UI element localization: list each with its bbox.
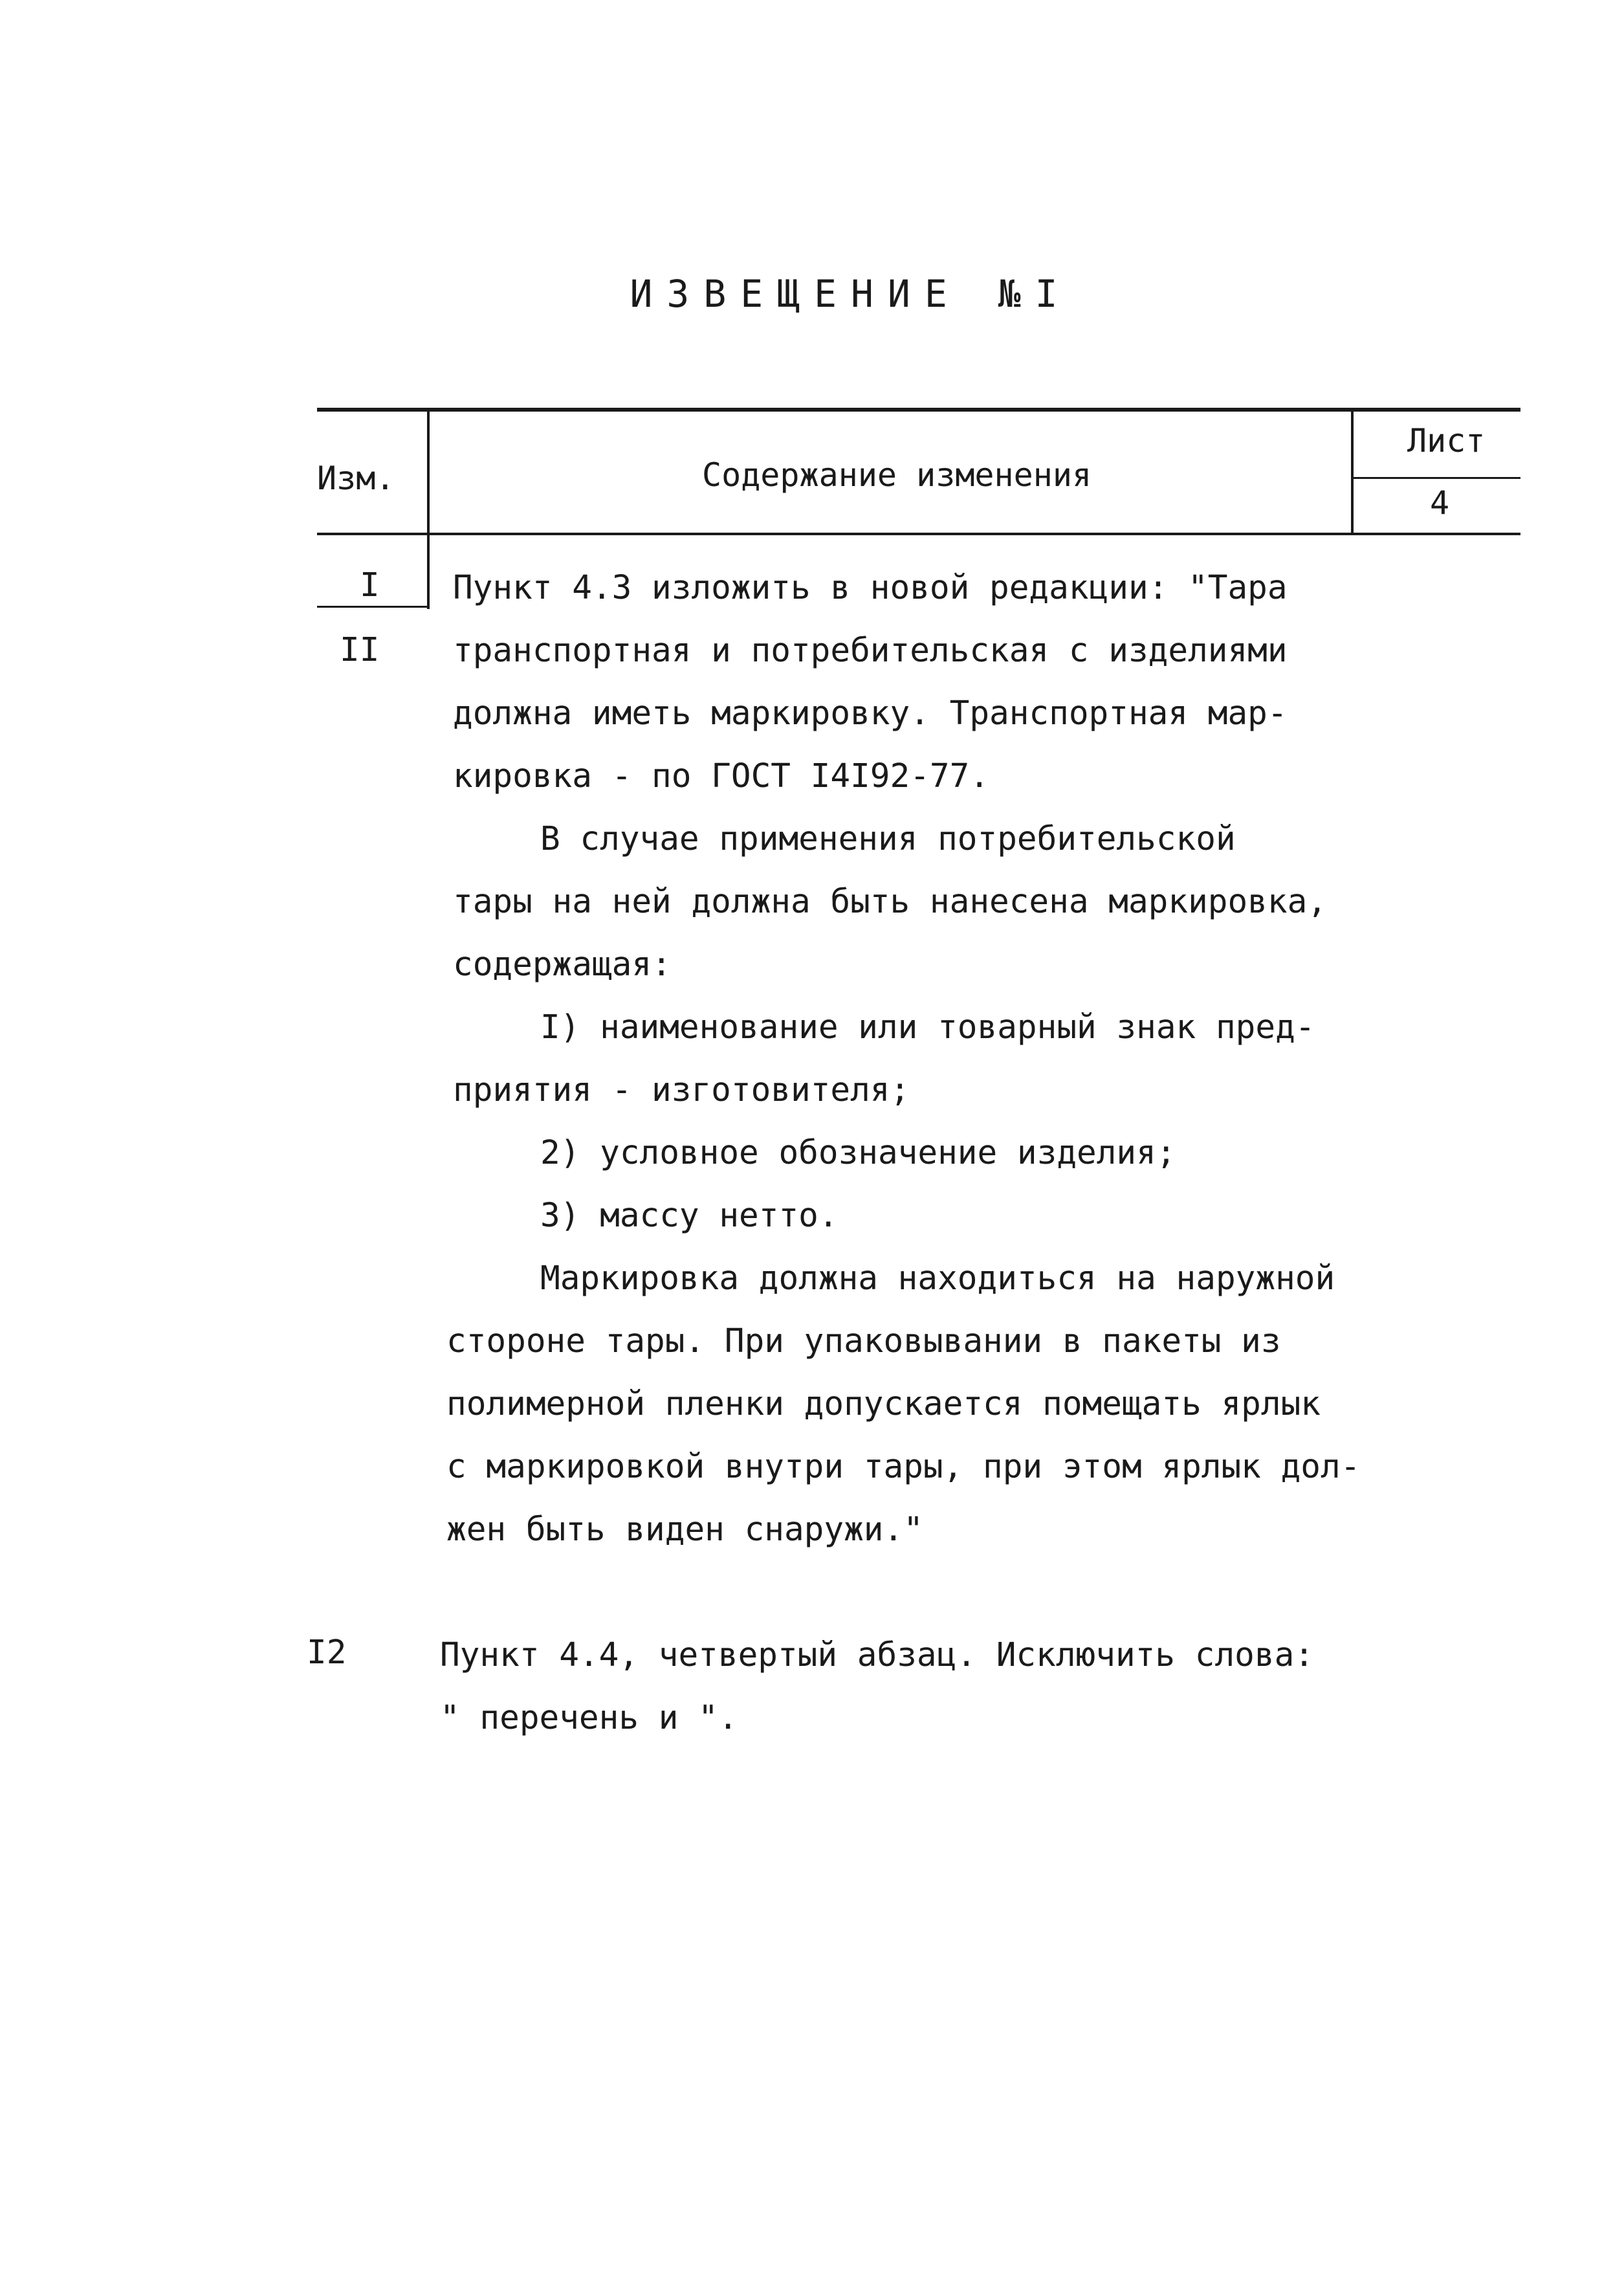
text-line: 2) условное обозначение изделия; — [540, 1134, 1176, 1172]
table-header-bottom-border — [317, 533, 1520, 535]
revision-number: I — [360, 566, 380, 604]
column-header-izm: Изм. — [317, 460, 395, 497]
text-line: Маркировка должна находиться на наружной — [540, 1259, 1335, 1298]
table-top-border — [317, 408, 1520, 412]
table-divider-right — [1351, 412, 1354, 535]
column-header-list: Лист — [1407, 422, 1486, 460]
text-line: полимерной пленки допускается помещать ярлык — [446, 1385, 1321, 1423]
revision-number: I2 — [307, 1634, 347, 1672]
text-line: В случае применения потребительской — [540, 820, 1236, 858]
text-line: с маркировкой внутри тары, при этом ярлык дол- — [446, 1448, 1361, 1486]
text-line: содержащая: — [453, 946, 672, 984]
column-header-content: Содержание изменения — [702, 456, 1092, 494]
text-line: I) наименование или товарный знак пред- — [540, 1008, 1315, 1047]
text-line: стороне тары. При упаковывании в пакеты из — [446, 1322, 1281, 1360]
revision-number: II — [340, 631, 380, 669]
text-line: жен быть виден снаружи." — [446, 1511, 923, 1549]
izm-row-underline — [317, 606, 428, 608]
text-line: Пункт 4.3 изложить в новой редакции: "Тара — [453, 569, 1288, 607]
list-number: 4 — [1430, 484, 1450, 522]
text-line: тары на ней должна быть нанесена маркировка, — [453, 883, 1328, 921]
text-line: 3) массу нетто. — [540, 1197, 839, 1235]
text-line: кировка - по ГОСТ I4I92-77. — [453, 757, 990, 795]
text-line: транспортная и потребительская с изделиями — [453, 632, 1288, 670]
list-cell-divider — [1351, 477, 1520, 479]
text-line: Пункт 4.4, четвертый абзац. Исключить слова: — [440, 1636, 1315, 1674]
text-line: " перечень и ". — [440, 1699, 738, 1737]
text-line: приятия - изготовителя; — [453, 1071, 910, 1109]
document-title: ИЗВЕЩЕНИЕ №I — [630, 272, 1072, 316]
text-line: должна иметь маркировку. Транспортная мар- — [453, 694, 1288, 733]
table-divider-left — [427, 412, 430, 609]
